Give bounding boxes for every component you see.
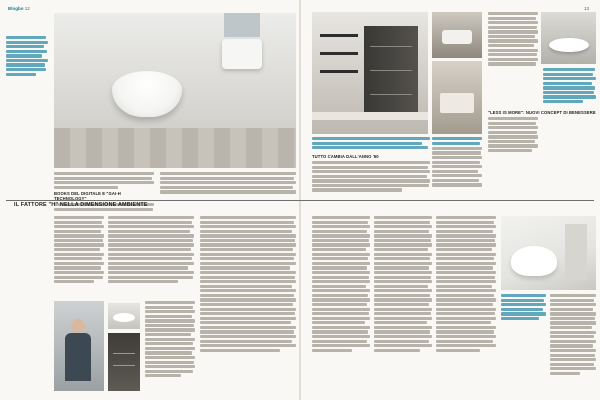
lower-column-8 [550, 294, 596, 376]
lessmore-heading: "LESS IS MORE": NUOVI CONCEPT DI BENESSERE [488, 110, 596, 115]
right-column-3 [488, 12, 538, 67]
bright-bathroom-photo [501, 216, 596, 290]
brand-name: Blogbo [8, 6, 24, 11]
lower-column-5 [374, 216, 432, 353]
floor-shape [54, 128, 296, 168]
room-detail-photo [432, 61, 482, 134]
lower-column-2 [108, 216, 194, 285]
lower-column-2b [145, 301, 195, 379]
lower-column-6 [436, 216, 496, 353]
right-side-caption [543, 68, 596, 105]
page-number-left: 12 [24, 6, 30, 11]
portrait-photo [54, 301, 104, 391]
kitchen-caption [312, 137, 430, 151]
sink-shape [222, 39, 262, 69]
cabinet-thumbnail [108, 333, 140, 391]
sink-detail-photo [432, 12, 482, 58]
left-column-2 [160, 172, 296, 195]
right-folio [584, 6, 589, 11]
left-folio [8, 6, 30, 11]
bathroom-hero-photo [54, 13, 296, 168]
page-number-right: 13 [584, 6, 590, 11]
section-heading: IL FATTORE "H" NELLA DIMENSIONE AMBIENTE [14, 202, 148, 208]
bathtub-shape [112, 71, 182, 117]
mirror-shape [224, 13, 260, 37]
washbasin-photo [541, 12, 596, 64]
camera-heading: TUTTO CAMBIA DALL'ANNO '60 [312, 154, 379, 159]
lessmore-block [488, 108, 596, 154]
tub-thumbnail [108, 303, 140, 329]
lower-column-1 [54, 216, 104, 285]
right-column-2 [432, 137, 482, 188]
lower-column-3 [200, 216, 296, 353]
kitchen-unit-shape [364, 26, 418, 116]
lower-column-4 [312, 216, 370, 353]
books-heading: BOOKS DEL DIGITALE E "GAI-H TECHNOLOGY" [54, 190, 121, 201]
kitchen-photo [312, 12, 428, 134]
right-column-1 [312, 152, 430, 193]
left-side-caption [6, 36, 50, 77]
